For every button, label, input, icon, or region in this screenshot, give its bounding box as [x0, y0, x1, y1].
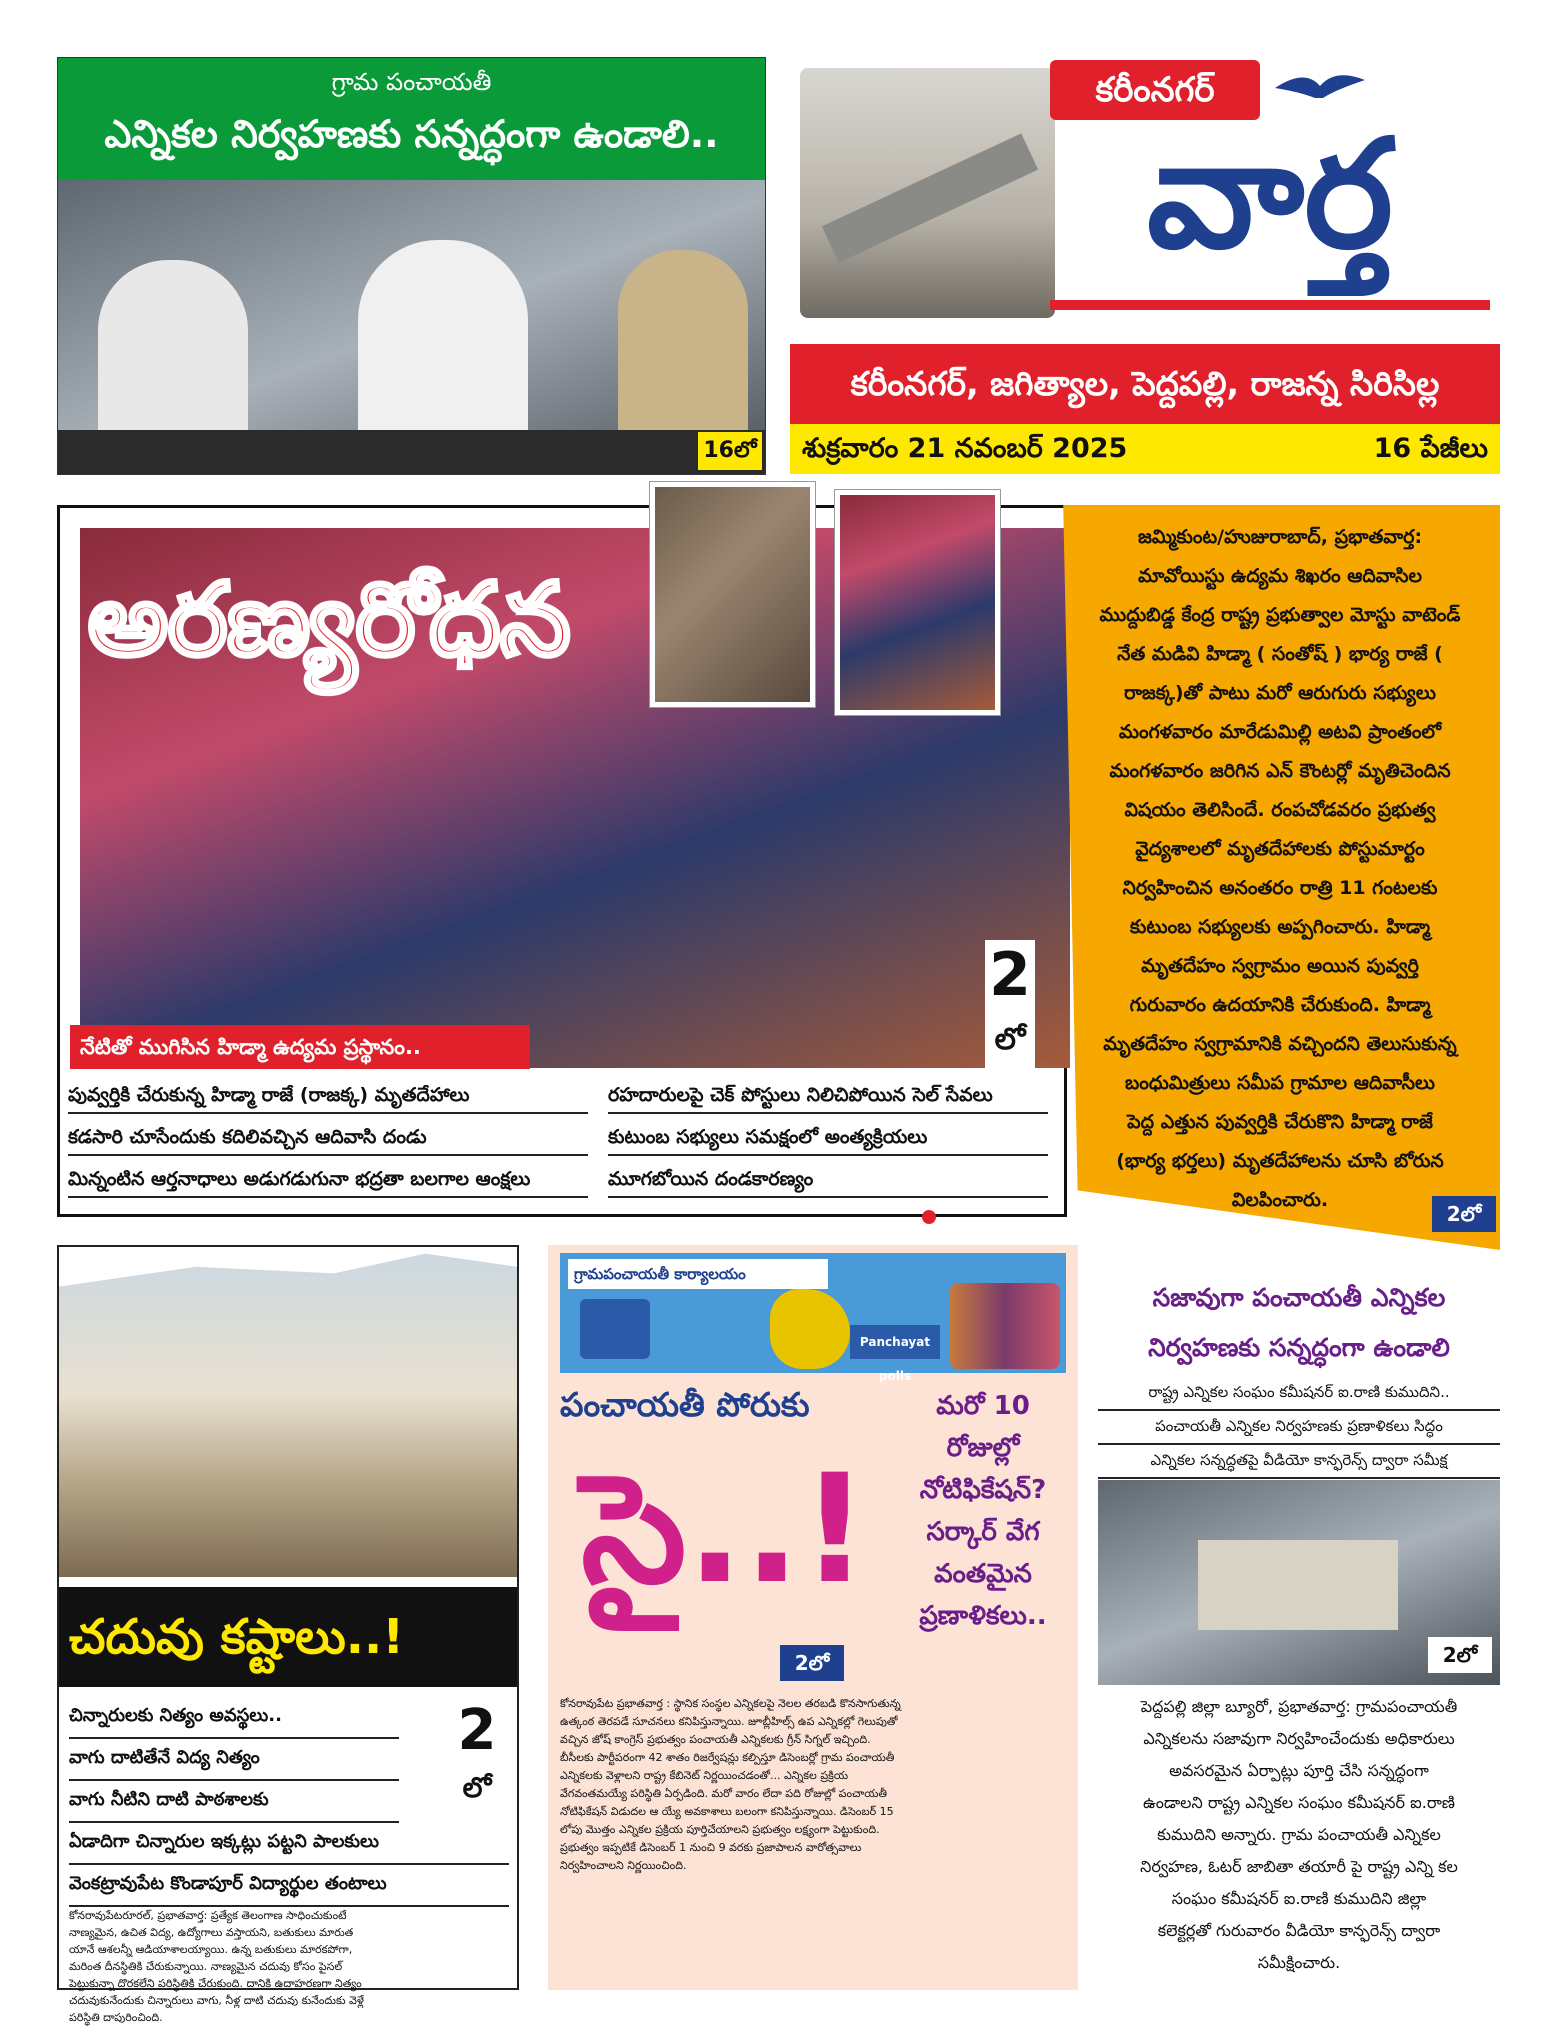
- polls-label: Panchayat polls: [850, 1325, 940, 1359]
- body-line: నోటిఫికేషన్ విడుదల ఆ య్యే అవకాశాలు బలంగా కనిపిస్తున్నాయి. డిసెంబర్ 15: [560, 1805, 894, 1818]
- body-line: పరిస్థితి దాపురించింది.: [69, 2011, 163, 2024]
- body-line: పెద్దపల్లి జిల్లా బ్యూరో, ప్రభాతవార్త: గ్రామపంచాయతీ: [1140, 1697, 1458, 1716]
- body-line: జమ్మికుంట/హుజురాబాద్, ప్రభాతవార్త:: [1137, 526, 1423, 548]
- telangana-map-icon: [770, 1289, 850, 1369]
- body-line: ప్రభుత్వం ఇప్పటికే డిసెంబర్ 1 నుంచి 9 వరకు ప్రజాపాలన వారోత్సవాలు: [560, 1841, 862, 1854]
- body-line: (భార్య భర్తలు) మృతదేహాలను చూసి బోరున: [1116, 1150, 1444, 1172]
- women-voters-photo: [950, 1283, 1060, 1369]
- election-highlights: [1098, 1377, 1500, 1479]
- highlight-item: కుటుంబ సభ్యులు సమక్షంలో అంత్యక్రియలు: [608, 1120, 1048, 1156]
- body-line: మృతదేహం స్వగ్రామం అయిన పువ్వర్తి: [1141, 955, 1419, 977]
- body-line: మావోయిస్టు ఉద్యమ శిఖరం ఆదివాసిల: [1138, 565, 1422, 587]
- body-line: నిర్వహణ, ఓటర్ జాబితా తయారీ పై రాష్ట్ర ఎన్ని కల: [1140, 1857, 1458, 1876]
- highlight-item: కడసారి చూసేందుకు కదిలివచ్చిన ఆదివాసి దండు: [68, 1120, 588, 1156]
- ballot-icon: [580, 1299, 650, 1359]
- body-line: మంగళవారం మారేడుమిల్లి అటవి ప్రాంతంలో: [1118, 721, 1442, 743]
- side-line: ప్రణాళికలు..: [919, 1601, 1047, 1631]
- inset-photo-raje: [835, 490, 1000, 715]
- banner-text: గ్రామపంచాయతీ కార్యాలయం: [568, 1259, 828, 1289]
- body-line: ఎన్నికలకు వెళ్లాలని రాష్ట్ర కేబినెట్ నిర్ణయించడంతో... ఎన్నికల ప్రక్రియ: [560, 1769, 849, 1782]
- table-edge: [58, 430, 765, 474]
- body-line: ఎన్నికలను సజావుగా నిర్వహించేందుకు అధికారులు: [1143, 1729, 1455, 1748]
- highlight-item: పువ్వర్తికి చేరుకున్న హిడ్మా రాజే (రాజక్క) మృతదేహాలు: [68, 1078, 588, 1114]
- big-word: సై..!: [581, 1443, 869, 1617]
- highlight-item: రాష్ట్ర ఎన్నికల సంఘం కమీషనర్ ఐ.రాణి కుముదిని..: [1098, 1377, 1500, 1411]
- page-ref-suffix: లో: [994, 1022, 1026, 1057]
- issue-date: శుక్రవారం 21 నవంబర్ 2025: [802, 433, 1128, 464]
- highlight-item: పంచాయతీ ఎన్నికల నిర్వహణకు ప్రణాళికలు సిద్ధం: [1098, 1411, 1500, 1445]
- date-bar: [790, 424, 1500, 474]
- election-headline-2: నిర్వహణకు సన్నద్ధంగా ఉండాలి: [1148, 1333, 1450, 1362]
- masthead-rule: [1050, 300, 1490, 310]
- panchayat-kicker: పంచాయతీ పోరుకు: [560, 1385, 810, 1424]
- body-line: నిర్వహించాలని నిర్ణయించింది.: [560, 1859, 687, 1872]
- body-line: బంధుమిత్రులు సమీప గ్రామాల ఆదివాసీలు: [1124, 1072, 1436, 1094]
- highlight-item: మూగబోయిన దండకారణ్యం: [608, 1162, 1048, 1198]
- panchayat-banner: [560, 1253, 1066, 1383]
- body-line: కలెక్టర్లతో గురువారం వీడియో కాన్ఫరెన్స్ ద్వారా: [1157, 1921, 1441, 1940]
- body-line: మృతదేహం స్వగ్రామానికి వచ్చిందని తెలుసుకున్న: [1103, 1033, 1457, 1055]
- body-line: రాజక్క)తో పాటు మరో ఆరుగురు సభ్యులు: [1124, 682, 1436, 704]
- lead-headline: అరణ్యరోధన: [88, 561, 571, 678]
- body-line: వేగవంతమయ్యే పరిస్థితి ఏర్పడింది. మరో వారం లేదా పది రోజుల్లో పంచాయతీ: [560, 1787, 887, 1800]
- highlight-item: వెంకట్రావుపేట కొండాపూర్ విద్యార్థుల తంటాలు: [69, 1865, 509, 1907]
- green-headline-box: [58, 58, 765, 180]
- body-line: వచ్చిన జోష్ కాంగ్రెస్ ప్రభుత్వం పంచాయతీ ఎన్నికలకు గ్రీన్ సిగ్నల్ ఇచ్చింది.: [560, 1733, 871, 1746]
- bird-logo-icon: [1275, 68, 1365, 108]
- lead-page-ref: [985, 940, 1035, 1080]
- side-line: సర్కార్ వేగ: [926, 1517, 1040, 1547]
- body-line: మంగళవారం జరిగిన ఎన్ కౌంటర్లో మృతిచెందిన: [1109, 760, 1451, 782]
- highlight-item: రహదారులపై చెక్ పోస్టులు నిలిచిపోయిన సెల్ సేవలు: [608, 1078, 1048, 1114]
- stream-photo: [59, 1247, 517, 1577]
- education-story: [57, 1245, 519, 2024]
- education-headline-box: [59, 1587, 517, 1687]
- page-ref-badge: 16లో: [698, 432, 762, 470]
- body-line: విలపించారు.: [1231, 1189, 1329, 1211]
- highlight-item: వాగు నీటిని దాటి పాఠశాలకు: [69, 1781, 399, 1823]
- lead-story-text: [1065, 518, 1495, 1220]
- education-page-ref: [447, 1699, 507, 1819]
- body-line: ఉండాలని రాష్ట్ర ఎన్నికల సంఘం కమీషనర్ ఐ.రాణి: [1142, 1793, 1456, 1812]
- election-body: [1098, 1691, 1500, 1979]
- education-highlights: [69, 1697, 469, 1907]
- body-line: విషయం తెలిసిందే. రంపచోడవరం ప్రభుత్వ: [1124, 799, 1436, 821]
- page-ref-number: 2: [457, 1698, 497, 1763]
- page-ref-number: 2: [989, 940, 1031, 1010]
- highlight-item: ఏడాదిగా చిన్నారుల ఇక్కట్లు పట్టని పాలకులు: [69, 1823, 509, 1865]
- body-line: లోపు మొత్తం ఎన్నికల ప్రక్రియ పూర్తిచేయాలని ప్రభుత్వం లక్ష్యంగా పెట్టుకుంది.: [560, 1823, 880, 1836]
- education-headline: చదువు కష్టాలు..!: [69, 1609, 405, 1665]
- edition-name: కరీంనగర్: [1050, 60, 1260, 120]
- districts-bar: కరీంనగర్, జగిత్యాల, పెద్దపల్లి, రాజన్న సిరిసిల్ల: [790, 344, 1500, 424]
- body-line: కోనరావుపేటరూరల్, ప్రభాతవార్త: ప్రత్యేక తెలంగాణ సాధించుకుంటే: [69, 1909, 347, 1922]
- highlight-item: చిన్నారులకు నిత్యం అవస్థలు..: [69, 1697, 399, 1739]
- highlight-item: మిన్నంటిన ఆర్తనాధాలు అడుగడుగునా భద్రతా బలగాల ఆంక్షలు: [68, 1162, 588, 1198]
- body-line: సమీక్షించారు.: [1257, 1953, 1341, 1972]
- lead-highlights: [68, 1078, 1058, 1208]
- body-line: కోనరావుపేట ప్రభాతవార్త : స్థానిక సంస్థల ఎన్నికలపై నెలల తరబడి కొనసాగుతున్న: [560, 1697, 901, 1710]
- election-story: [1098, 1275, 1500, 1990]
- paper-name: వార్త: [1146, 108, 1394, 282]
- side-line: నోటిఫికేషన్?: [919, 1475, 1047, 1505]
- election-page-ref: 2లో: [1428, 1637, 1492, 1673]
- education-body: [69, 1907, 509, 2026]
- panchayat-page-ref: 2లో: [780, 1645, 844, 1681]
- election-headline-1: సజావుగా పంచాయతీ ఎన్నికల: [1152, 1283, 1446, 1312]
- lead-subhead: నేటితో ముగిసిన హిడ్మా ఉద్యమ ప్రస్థానం..: [70, 1025, 530, 1069]
- meeting-photo: [58, 180, 765, 474]
- body-line: ముద్దుబిడ్డ కేంద్ర రాష్ట్ర ప్రభుత్వాల మోస్టు వాటెండ్: [1099, 604, 1461, 626]
- body-line: మరింత దీనస్థితికి చేరుకున్నాయి. నాణ్యమైన చదువు కోసం పైసల్: [69, 1960, 343, 1973]
- story-kicker: గ్రామ పంచాయతీ: [331, 68, 492, 96]
- masthead: [1050, 60, 1500, 340]
- body-line: సంఘం కమీషనర్ ఐ.రాణి కుముదిని జిల్లా: [1171, 1889, 1427, 1908]
- bullet-dot: [922, 1210, 936, 1224]
- body-line: నిర్వహించిన అనంతరం రాత్రి 11 గంటలకు: [1122, 877, 1438, 899]
- body-line: నేత మడివి హిడ్మా ( సంతోష్ ) భార్య రాజే (: [1117, 643, 1443, 665]
- page-count: 16 పేజీలు: [1373, 433, 1488, 464]
- body-line: నాణ్యమైన, ఉచిత విద్య, ఉద్యోగాలు వస్తాయని, బతుకులు మారుత: [69, 1926, 354, 1939]
- panchayat-story: [548, 1245, 1078, 1990]
- dam-photo: [800, 68, 1055, 318]
- body-line: పెద్ద ఎత్తున పువ్వర్తికి చేరుకొని హిడ్మా రాజే: [1127, 1111, 1433, 1133]
- body-line: యానే ఆశలన్నీ ఆడియాశాలయ్యాయి. ఉన్న బతుకులు మారకపోగా,: [69, 1943, 353, 1956]
- lead-body-page-ref: 2లో: [1432, 1196, 1496, 1232]
- body-line: కుముదిని అన్నారు. గ్రామ పంచాయతీ ఎన్నికల: [1157, 1825, 1441, 1844]
- inset-photo-hidma: [650, 482, 815, 707]
- body-line: బీసీలకు పార్టీపరంగా 42 శాతం రిజర్వేషన్లు కల్పిస్తూ డిసెంబర్లో గ్రామ పంచాయతీ: [560, 1751, 895, 1764]
- highlight-item: వాగు దాటితేనే విద్య నిత్యం: [69, 1739, 399, 1781]
- body-line: గురువారం ఉదయానికి చేరుకుంది. హిడ్మా: [1129, 994, 1431, 1016]
- story-headline: ఎన్నికల నిర్వహణకు సన్నద్ధంగా ఉండాలి..: [104, 112, 719, 156]
- body-line: వైద్యశాలలో మృతదేహాలకు పోస్టుమార్టం: [1135, 838, 1425, 860]
- panchayat-body: [560, 1695, 1066, 1875]
- body-line: అవసరమైన ఏర్పాట్లు పూర్తి చేసి సన్నద్ధంగా: [1169, 1761, 1429, 1780]
- side-line: వంతమైన: [934, 1559, 1032, 1589]
- highlight-item: ఎన్నికల సన్నద్ధతపై వీడియో కాన్ఫరెన్స్ ద్వారా సమీక్ష: [1098, 1445, 1500, 1479]
- body-line: పెట్టుకున్నా దొరకలేని పరిస్థితికి చేరుకుంది. దానికి ఉదాహరణగా నిత్యం: [69, 1977, 362, 1990]
- body-line: చదువుకునేందుకు చిన్నారులు వాగు, నీళ్ల దాటి చదువు కునేందుకు వెళ్లే: [69, 1994, 364, 2007]
- body-line: ఉత్కంఠ తెరపడే సూచనలు కనిపిస్తున్నాయి. జూబ్లీహిల్స్ ఉప ఎన్నికల్లో గెలుపుతో: [560, 1715, 898, 1728]
- page-ref-suffix: లో: [462, 1771, 492, 1804]
- body-line: కుటుంబ సభ్యులకు అప్పగించారు. హిడ్మా: [1129, 916, 1431, 938]
- side-line: మరో 10: [936, 1391, 1030, 1421]
- side-text: [898, 1385, 1068, 1637]
- side-line: రోజుల్లో: [946, 1433, 1020, 1463]
- top-left-story: [57, 57, 766, 475]
